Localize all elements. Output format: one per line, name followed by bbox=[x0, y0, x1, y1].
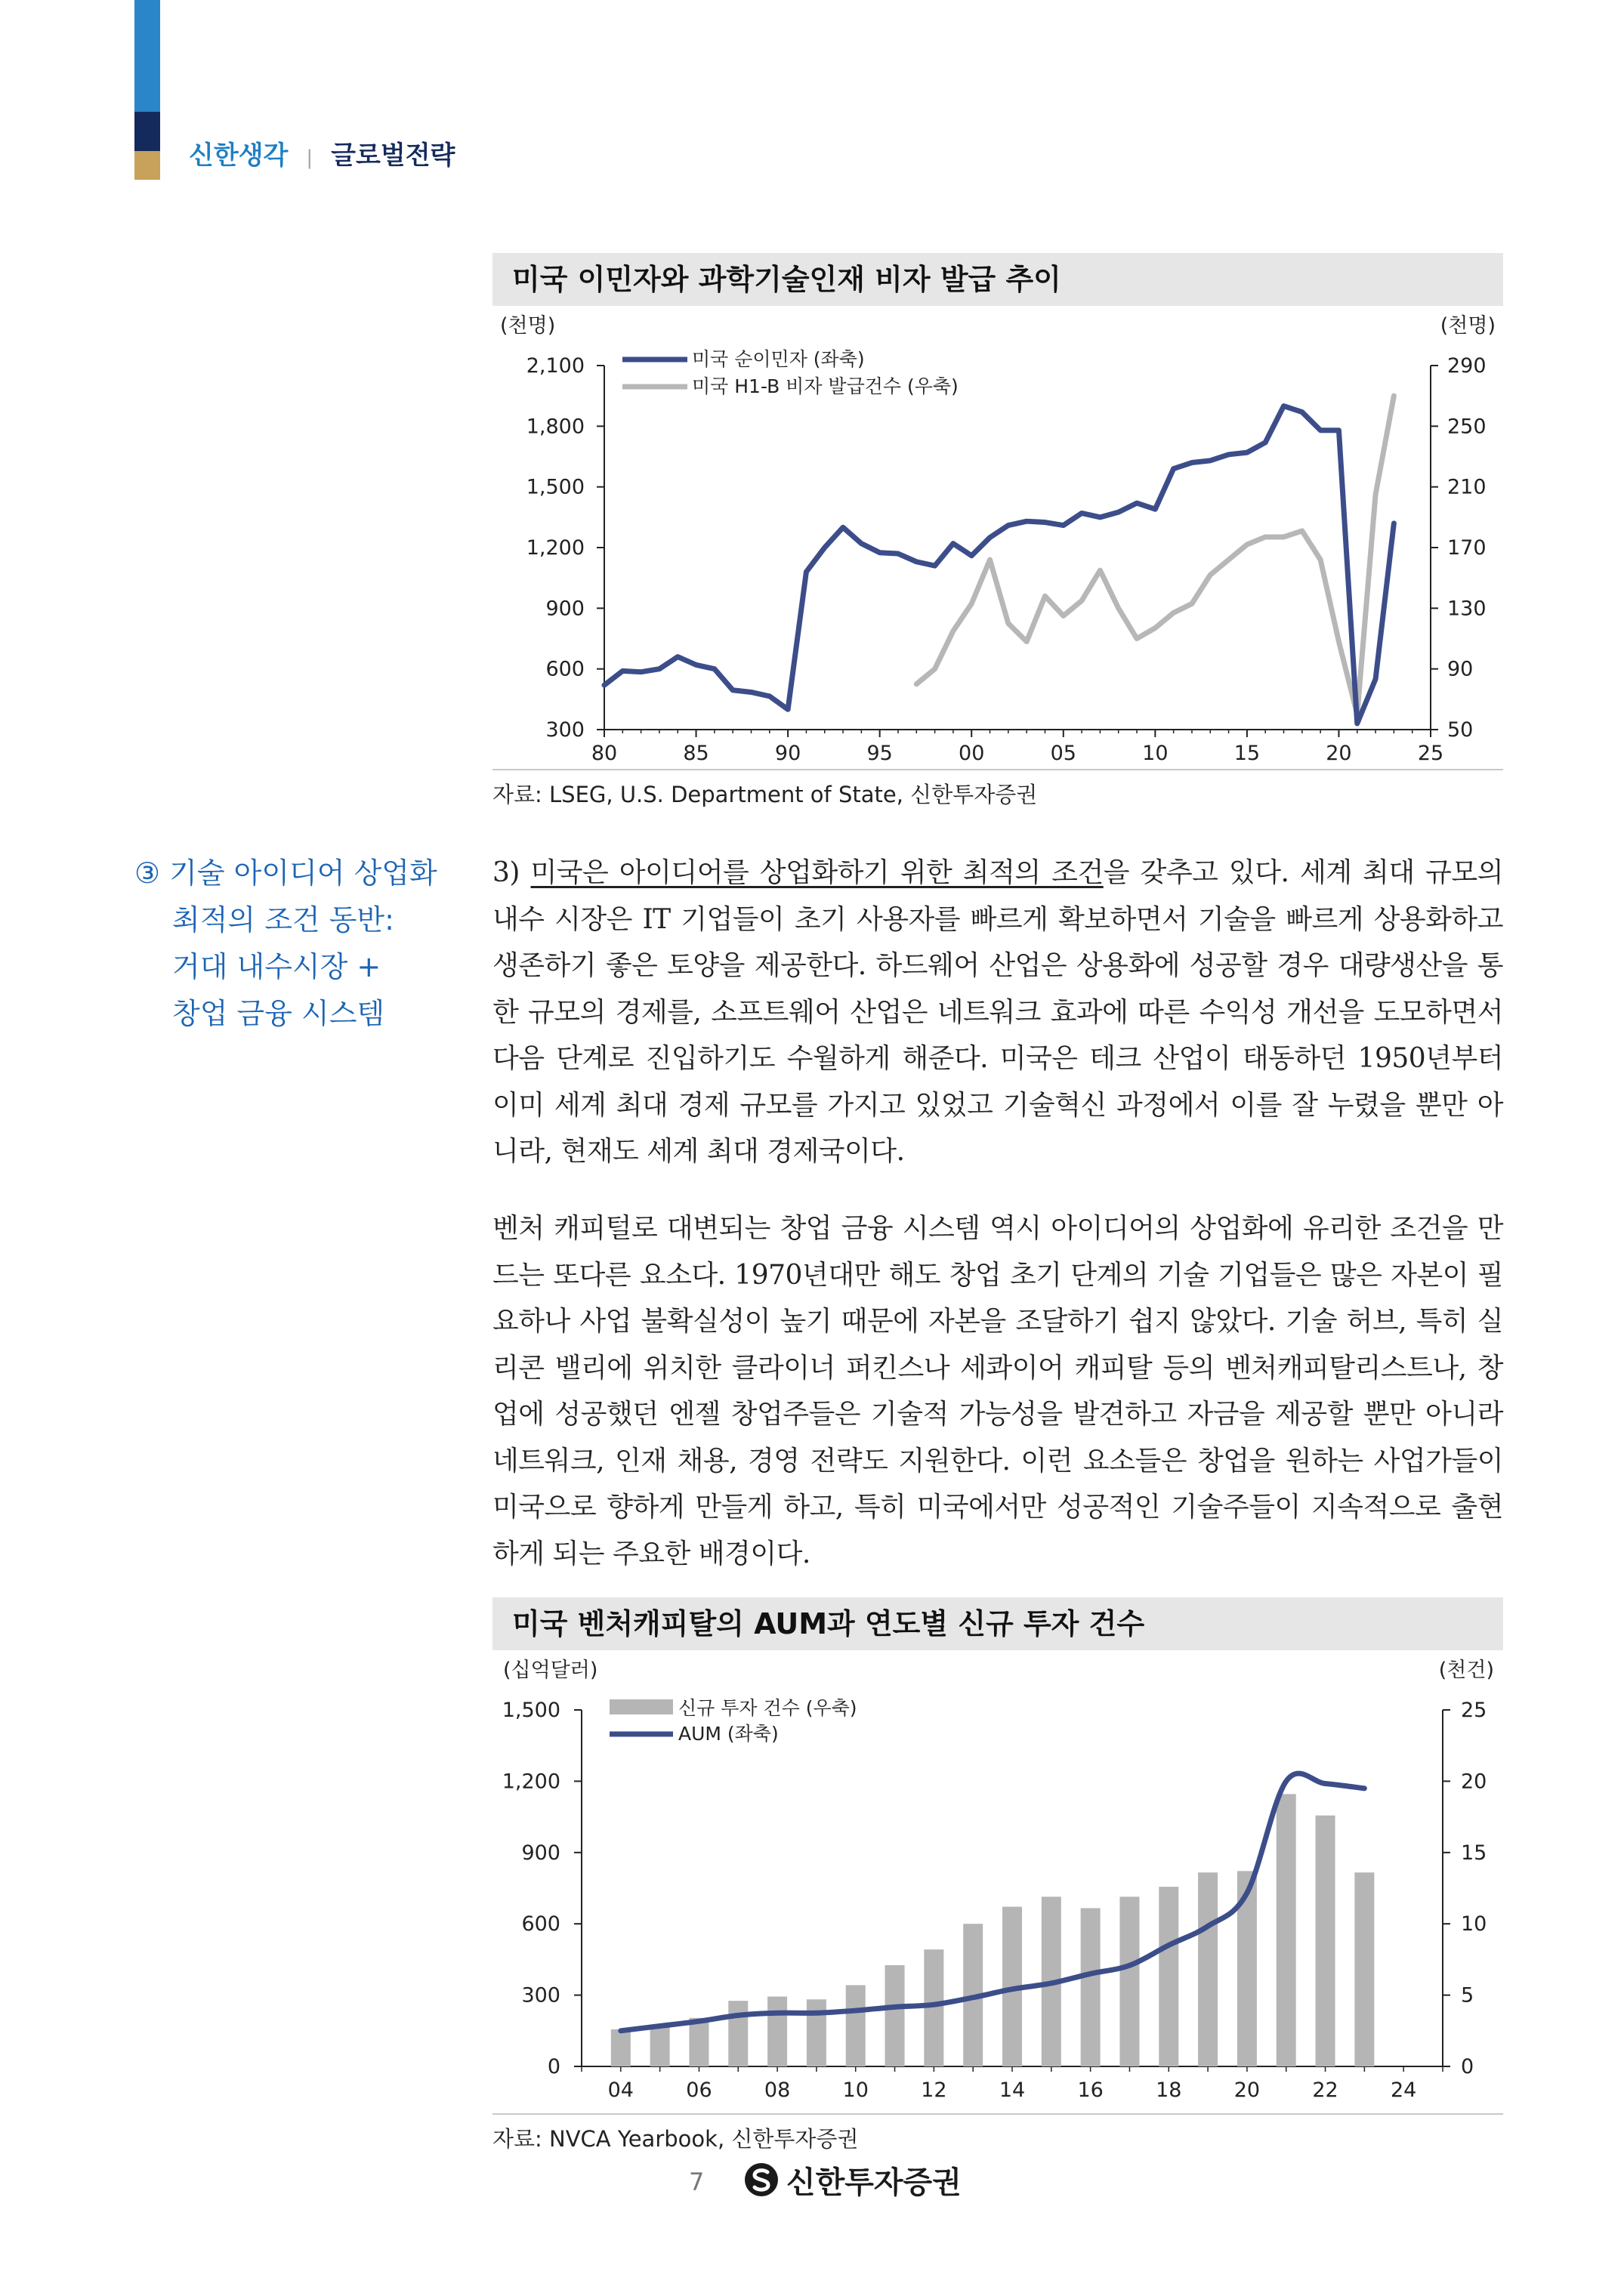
chart1-left-tick-label: 1,500 bbox=[526, 475, 585, 499]
page-header bbox=[189, 134, 455, 171]
paragraph-2: 벤처 캐피털로 대변되는 창업 금융 시스템 역시 아이디어의 상업화에 유리한 조건을 만드는 또다른 요소다. 1970년대만 해도 창업 초기 단계의 기술 기업들은 많은 자본이 필요하나 사업 불확실성이 높기 때문에 자본을 조달하기 쉽지 않았다. 기술 허브, 특히 실리콘 밸리에 위치한 클라이너 퍼킨스나 세콰이어 캐피탈 등의 벤처캐피탈리스트나, 창업에 성공했던 엔젤 창업주들은 기술적 가능성을 발견하고 자금을 제공할 뿐만 아니라 네트워크, 인재 채용, 경영 전략도 지원한다. 이런 요소들은 창업을 원하는 사업가들이 미국으로 향하게 만들게 하고, 특히 미국에서만 성공적인 기술주들이 지속적으로 출현하게 되는 주요한 배경이다. bbox=[492, 1213, 1503, 1569]
net-immigrants-line bbox=[604, 406, 1394, 724]
side-note-number: ③ bbox=[134, 856, 161, 890]
deals-bar bbox=[1081, 1908, 1101, 2066]
chart2-left-tick-label: 900 bbox=[521, 1841, 560, 1865]
chart1-x-tick-label: 15 bbox=[1233, 742, 1261, 765]
header-brand: 신한생각 bbox=[189, 140, 289, 171]
legend-label-aum: AUM (좌축) bbox=[678, 1723, 779, 1745]
chart1-x-tick-label: 25 bbox=[1417, 742, 1444, 765]
chart1-x-tick-label: 10 bbox=[1142, 742, 1169, 765]
chart1-x-tick-label: 85 bbox=[683, 742, 709, 765]
chart1-left-tick-label: 300 bbox=[545, 718, 585, 742]
paragraph-1: 3) 미국은 아이디어를 상업화하기 위한 최적의 조건을 갖추고 있다. 세계 최대 규모의 내수 시장은 IT 기업들이 초기 사용자를 빠르게 확보하면서 기술을 빠르게 상용화하고 생존하기 좋은 토양을 제공한다. 하드웨어 산업은 상용화에 성공할 경우 대량생산을 통한 규모의 경제를, 소프트웨어 산업은 네트워크 효과에 따른 수익성 개선을 도모하면서 다음 단계로 진입하기도 수월하게 해준다. 미국은 테크 산업이 태동하던 1950년부터 이미 세계 최대 경제 규모를 가지고 있었고 기술혁신 과정에서 이를 잘 누렸을 뿐만 아니라, 현재도 세계 최대 경제국이다. bbox=[492, 857, 1503, 1167]
chart2-x-tick-label: 16 bbox=[1077, 2079, 1104, 2102]
page-number: 7 bbox=[689, 2168, 705, 2196]
chart2-x-tick-label: 06 bbox=[686, 2079, 712, 2102]
chart2-x-tick-label: 22 bbox=[1312, 2079, 1338, 2102]
chart2-source: 자료: NVCA Yearbook, 신한투자증권 bbox=[492, 2113, 1503, 2153]
chart1-left-tick-label: 900 bbox=[545, 597, 585, 621]
paragraph-1-underline: 미국은 아이디어를 상업화하기 위한 최적의 조건 bbox=[530, 857, 1104, 888]
deals-bar bbox=[728, 2001, 748, 2066]
chart2-x-tick-label: 12 bbox=[921, 2079, 947, 2102]
legend-label-deals: 신규 투자 건수 (우축) bbox=[678, 1697, 857, 1719]
side-note-line-1: ③ 기술 아이디어 상업화 bbox=[134, 856, 437, 890]
chart1-right-tick-label: 290 bbox=[1447, 354, 1487, 378]
deals-bar bbox=[611, 2029, 631, 2066]
deals-bar bbox=[1316, 1816, 1335, 2066]
chart2-left-tick-label: 300 bbox=[521, 1983, 560, 2008]
chart2-x-tick-label: 08 bbox=[764, 2079, 791, 2102]
side-note-line-3: 거대 내수시장 + bbox=[172, 950, 381, 983]
deals-bar bbox=[1277, 1794, 1296, 2066]
vc-aum-deals-chart bbox=[492, 1653, 1503, 2113]
chart2-left-tick-label: 1,200 bbox=[502, 1770, 560, 1794]
chart2-x-tick-label: 14 bbox=[999, 2079, 1026, 2102]
chart2-title: 미국 벤처캐피탈의 AUM과 연도별 신규 투자 건수 bbox=[492, 1597, 1503, 1650]
header-accent-navy bbox=[134, 112, 160, 151]
chart2-left-tick-label: 0 bbox=[547, 2055, 560, 2079]
chart2-right-tick-label: 10 bbox=[1461, 1912, 1487, 1937]
chart2-left-unit: (십억달러) bbox=[503, 1659, 598, 1682]
chart1-left-tick-label: 1,200 bbox=[526, 536, 585, 560]
side-note-line-2: 최적의 조건 동반: bbox=[172, 903, 394, 937]
deals-bar bbox=[767, 1996, 787, 2066]
chart1-right-tick-label: 50 bbox=[1447, 718, 1474, 742]
chart1-x-tick-label: 05 bbox=[1050, 742, 1076, 765]
deals-bar bbox=[846, 1985, 866, 2066]
chart2-right-tick-label: 0 bbox=[1461, 2055, 1474, 2079]
deals-bar bbox=[650, 2025, 670, 2066]
chart1-left-tick-label: 600 bbox=[545, 657, 585, 681]
deals-bar bbox=[924, 1949, 943, 2066]
legend-swatch-deals bbox=[610, 1699, 673, 1714]
chart1-right-tick-label: 170 bbox=[1447, 536, 1487, 560]
deals-bar bbox=[1198, 1872, 1218, 2066]
chart1-right-tick-label: 130 bbox=[1447, 597, 1487, 621]
header-accent-gold bbox=[134, 151, 160, 180]
chart1-right-tick-label: 210 bbox=[1447, 475, 1487, 499]
chart1-x-tick-label: 95 bbox=[866, 742, 893, 765]
chart2-right-tick-label: 5 bbox=[1461, 1983, 1474, 2008]
chart2-right-tick-label: 25 bbox=[1461, 1699, 1487, 1722]
logo-text: 신한투자증권 bbox=[786, 2165, 962, 2200]
chart2-left-tick-label: 1,500 bbox=[502, 1699, 560, 1722]
deals-bar bbox=[1119, 1896, 1139, 2066]
chart2-x-tick-label: 24 bbox=[1391, 2079, 1417, 2102]
chart1-x-tick-label: 20 bbox=[1326, 742, 1352, 765]
chart1-right-unit: (천명) bbox=[1440, 314, 1496, 338]
chart2-x-tick-label: 18 bbox=[1156, 2079, 1182, 2102]
header-accent-blue bbox=[134, 0, 160, 112]
chart1-right-tick-label: 250 bbox=[1447, 415, 1487, 439]
deals-bar bbox=[1354, 1872, 1374, 2066]
chart1-right-tick-label: 90 bbox=[1447, 657, 1474, 681]
legend-label-net-immigrants: 미국 순이민자 (좌축) bbox=[692, 348, 865, 370]
shinhan-logo bbox=[744, 2162, 962, 2198]
chart2-x-tick-label: 20 bbox=[1233, 2079, 1261, 2102]
chart1-title: 미국 이민자와 과학기술인재 비자 발급 추이 bbox=[492, 253, 1503, 306]
chart1-source: 자료: LSEG, U.S. Department of State, 신한투자증권 bbox=[492, 769, 1503, 809]
chart2-right-unit: (천건) bbox=[1438, 1659, 1494, 1682]
immigration-visa-chart bbox=[492, 308, 1503, 769]
chart1-x-tick-label: 80 bbox=[591, 742, 618, 765]
h1b-visa-line bbox=[916, 396, 1394, 714]
chart2-right-tick-label: 15 bbox=[1461, 1841, 1487, 1865]
chart2-right-tick-label: 20 bbox=[1461, 1770, 1487, 1794]
chart2-left-tick-label: 600 bbox=[521, 1912, 560, 1937]
deals-bar bbox=[689, 2018, 709, 2066]
chart1-left-unit: (천명) bbox=[500, 314, 556, 338]
side-note bbox=[134, 850, 452, 1037]
chart1-x-tick-label: 00 bbox=[959, 742, 985, 765]
deals-bar bbox=[885, 1965, 905, 2066]
chart1-x-tick-label: 90 bbox=[774, 742, 801, 765]
chart2-x-tick-label: 04 bbox=[607, 2079, 634, 2102]
shinhan-logo-icon bbox=[744, 2162, 779, 2197]
header-separator: | bbox=[306, 147, 313, 169]
deals-bar bbox=[1159, 1887, 1178, 2066]
header-section: 글로벌전략 bbox=[331, 140, 455, 171]
deals-bar bbox=[807, 1999, 826, 2066]
chart1-left-tick-label: 2,100 bbox=[526, 354, 585, 378]
side-note-line-4: 창업 금융 시스템 bbox=[172, 997, 385, 1030]
legend-label-h1b: 미국 H1-B 비자 발급건수 (우축) bbox=[692, 375, 959, 397]
chart1-left-tick-label: 1,800 bbox=[526, 415, 585, 439]
chart2-x-tick-label: 10 bbox=[842, 2079, 869, 2102]
